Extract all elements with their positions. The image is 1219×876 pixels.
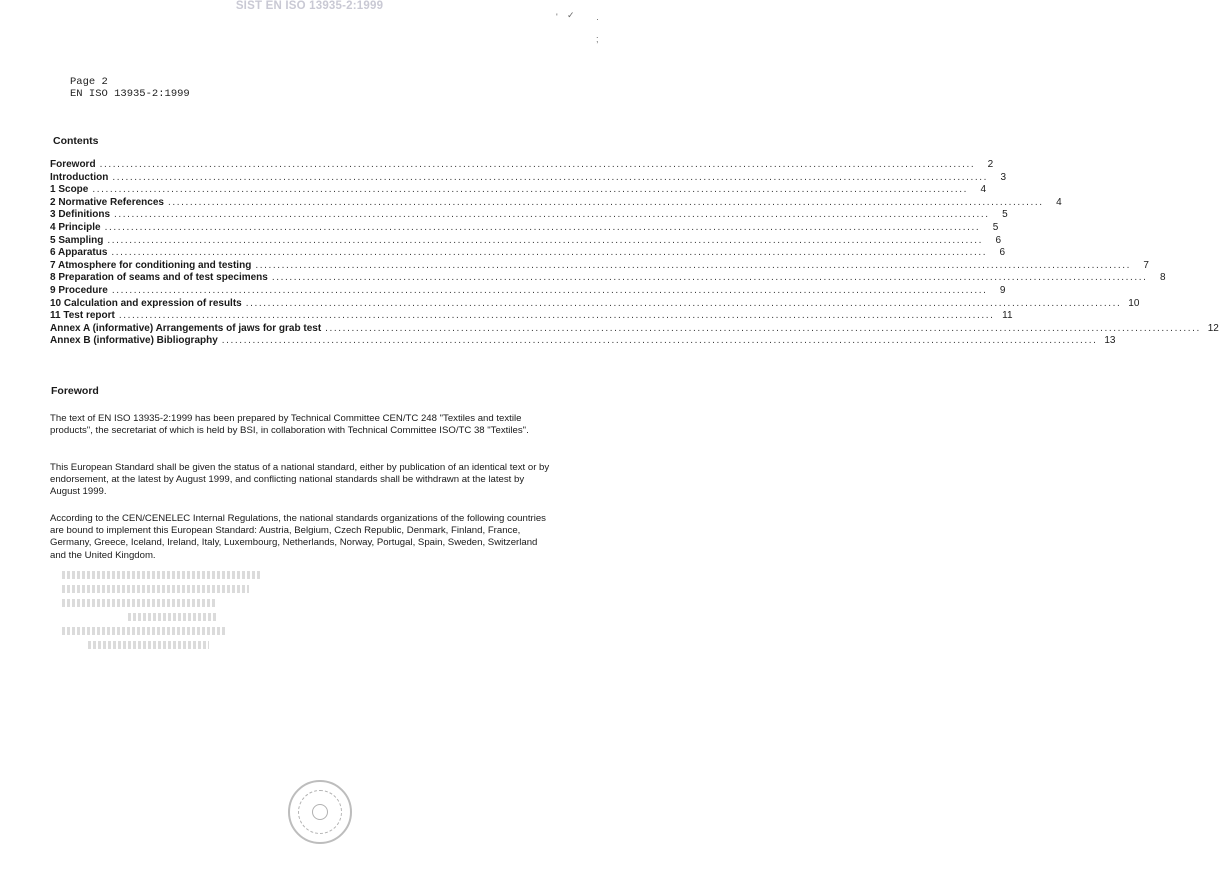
toc-entry-title: 7 Atmosphere for conditioning and testing (50, 259, 252, 271)
toc-entry-page: 5 (992, 221, 999, 233)
faded-stamp (62, 565, 282, 660)
toc-leader-dots: ........................................................................................................................................................................................................ (111, 247, 988, 259)
toc-entry-title: Foreword (50, 159, 96, 170)
toc-entry-title: 8 Preparation of seams and of test specimens (50, 272, 268, 284)
toc-entry-title: 10 Calculation and expression of results (50, 297, 242, 309)
contents-heading: Contents (53, 135, 99, 147)
scan-speck: ✓ (567, 10, 575, 20)
toc-entry-page: 7 (1143, 259, 1149, 271)
foreword-paragraph: The text of EN ISO 13935-2:1999 has been prepared by Technical Committee CEN/TC 248 "Textiles and textile products", the secretariat of which is held by BSI, in collaboration with Technical Committee ISO/TC 38 "Textiles". (50, 413, 529, 437)
toc-entry (50, 259, 1149, 273)
toc-entry-title: Annex A (informative) Arrangements of jaws for grab test (50, 322, 322, 334)
document-id: EN ISO 13935-2:1999 (70, 88, 190, 100)
toc-leader-dots: ........................................................................................................................................................................................................ (99, 159, 976, 170)
toc-entry-page: 6 (995, 234, 1002, 246)
toc-entry-page: 10 (1128, 297, 1140, 309)
toc-leader-dots: ........................................................................................................................................................................................................ (92, 184, 969, 196)
foreword-paragraph: According to the CEN/CENELEC Internal Regulations, the national standards organizations of the following countries are bound to implement this European Standard: Austria, Belgium, Czech Republic, Denmark, Finland, France, Germany, Greece, Iceland, Ireland, Italy, Luxembourg, Netherlands, Norway, Portugal, Spain, Sweden, Switzerland and the United Kingdom. (50, 513, 546, 561)
foreword-paragraph: This European Standard shall be given the status of a national standard, either by publication of an identical text or by endorsement, at the latest by August 1999, and conflicting national standards shall be withdrawn at the latest by August 1999. (50, 462, 550, 498)
toc-entry-title: 3 Definitions (50, 209, 111, 221)
table-of-contents (50, 159, 1219, 348)
page-label: Page 2 (70, 76, 108, 88)
toc-entry-title: 2 Normative References (50, 196, 164, 208)
toc-leader-dots: ........................................................................................................................................................................................................ (114, 209, 990, 221)
toc-leader-dots: ........................................................................................................................................................................................................ (325, 322, 1201, 334)
scan-speck: · (596, 14, 599, 24)
toc-entry (50, 297, 1140, 311)
toc-entry (50, 234, 1002, 248)
toc-leader-dots: ........................................................................................................................................................................................................ (107, 234, 984, 246)
toc-entry-title: 11 Test report (50, 310, 115, 322)
toc-entry-title: Introduction (50, 171, 109, 183)
scan-speck: ' (556, 12, 558, 22)
toc-entry-page: 12 (1207, 322, 1219, 334)
toc-entry-page: 6 (999, 247, 1006, 259)
toc-entry (50, 159, 994, 172)
toc-leader-dots: ........................................................................................................................................................................................................ (111, 284, 988, 296)
toc-leader-dots: ........................................................................................................................................................................................................ (167, 196, 1044, 208)
toc-entry (50, 310, 1013, 323)
toc-entry-page: 13 (1104, 335, 1116, 347)
toc-entry-page: 2 (987, 159, 994, 170)
toc-entry-page: 11 (1002, 310, 1013, 322)
toc-entry-page: 3 (1000, 171, 1006, 183)
toc-entry-page: 9 (999, 284, 1006, 296)
toc-entry-page: 5 (1002, 209, 1008, 221)
foreword-heading: Foreword (51, 385, 99, 397)
toc-leader-dots: ........................................................................................................................................................................................................ (245, 297, 1122, 309)
toc-leader-dots: ........................................................................................................................................................................................................ (112, 171, 988, 183)
toc-leader-dots: ........................................................................................................................................................................................................ (271, 272, 1148, 284)
toc-entry (50, 184, 987, 197)
toc-leader-dots: ........................................................................................................................................................................................................ (221, 335, 1098, 347)
toc-entry-title: 4 Principle (50, 221, 101, 233)
toc-entry-page: 4 (1056, 196, 1062, 208)
toc-entry (50, 284, 1006, 298)
toc-entry-page: 4 (980, 184, 987, 196)
watermark: SIST EN ISO 13935-2:1999 (235, 0, 384, 12)
toc-entry-title: 5 Sampling (50, 234, 104, 246)
toc-entry (50, 335, 1116, 348)
toc-entry-title: Annex B (informative) Bibliography (50, 335, 218, 347)
toc-entry (50, 247, 1006, 260)
toc-entry (50, 221, 999, 235)
scan-speck: ; (596, 34, 599, 44)
toc-entry-title: 1 Scope (50, 184, 89, 196)
toc-leader-dots: ........................................................................................................................................................................................................ (104, 221, 981, 233)
toc-entry (50, 171, 1006, 185)
toc-entry (50, 209, 1008, 222)
page-reference (70, 76, 190, 100)
toc-entry-title: 6 Apparatus (50, 247, 108, 259)
toc-entry (50, 272, 1166, 285)
toc-entry (50, 322, 1219, 336)
toc-entry-page: 8 (1159, 272, 1166, 284)
toc-leader-dots: ........................................................................................................................................................................................................ (118, 310, 995, 322)
toc-entry-title: 9 Procedure (50, 284, 108, 296)
toc-leader-dots: ........................................................................................................................................................................................................ (255, 259, 1131, 271)
toc-entry (50, 196, 1062, 210)
official-seal (288, 780, 352, 844)
